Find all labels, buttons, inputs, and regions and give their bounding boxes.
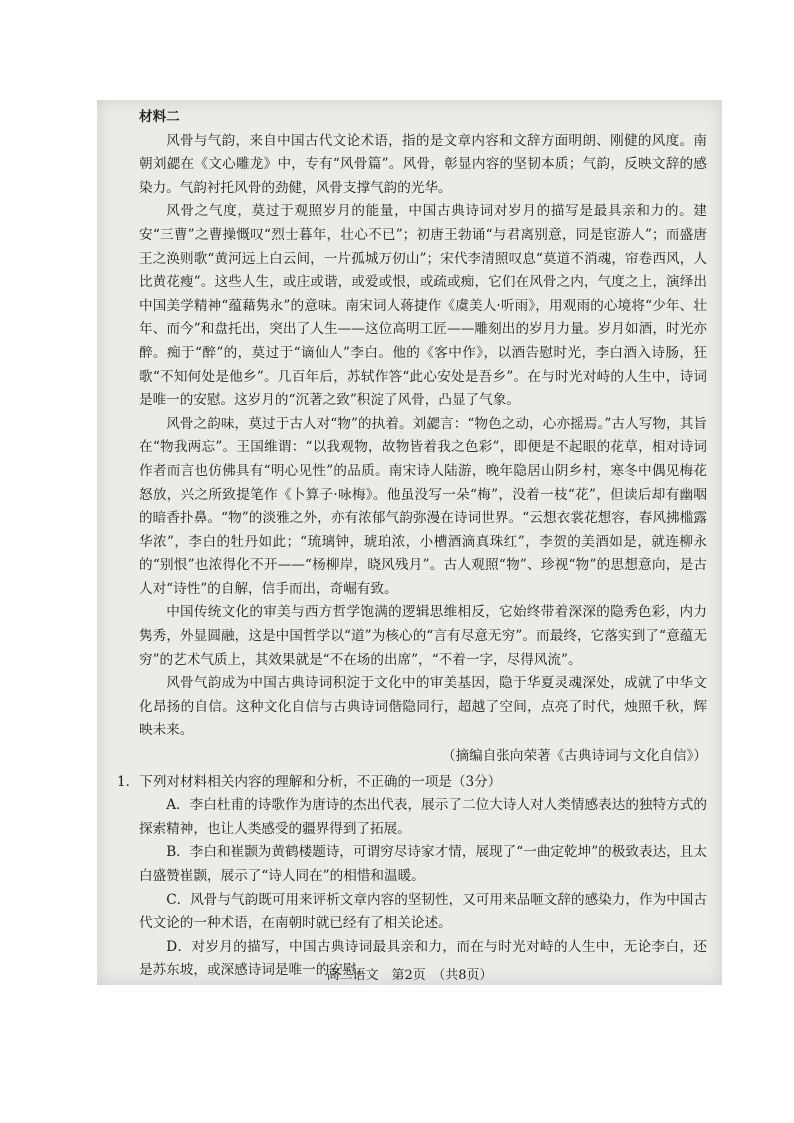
- paragraph-2: 风骨之气度，莫过于观照岁月的能量，中国古典诗词对岁月的描写是最具亲和力的。建安“三曹”之曹操慨叹“烈士暮年，壮心不已”；初唐王勃诵“与君离别意，同是宦游人”；而盛唐王之涣则歌“黄河远上白云间，一片孤城万仞山”；宋代李清照叹息“莫道不消魂，帘卷西风，人比黄花瘦”。这些人生，或庄或谐，或爱或恨，或疏或痴，它们在风骨之内，气度之上，演绎出中国美学精神“蕴藉隽永”的意味。南宋词人蒋捷作《虞美人·听雨》，用观雨的心境将“少年、壮年、而今”和盘托出，突出了人生——这位高明工匠——雕刻出的岁月力量。岁月如酒，时光亦醉。痴于“醉”的，莫过于“谪仙人”李白。他的《客中作》，以酒告慰时光，李白酒入诗肠，狂歌“不知何处是他乡”。几百年后，苏轼作答“此心安处是吾乡”。在与时光对峙的人生中，诗词是唯一的安慰。这岁月的“沉著之致”积淀了风骨，凸显了气象。: [139, 203, 707, 409]
- question-stem: 1．下列对材料相关内容的理解和分析，不正确的一项是（3分）: [117, 773, 502, 790]
- page-footer: 高二语文 第2页 （共8页）: [326, 968, 493, 983]
- paragraph-5: 风骨气韵成为中国古典诗词积淀于文化中的审美基因，隐于华夏灵魂深处，成就了中华文化昂扬的自信。这种文化自信与古典诗词偕隐同行，超越了空间，点亮了时代，烛照千秋，辉映未来。: [139, 675, 707, 739]
- page-content: [117, 106, 707, 983]
- option-c: C．风骨与气韵既可用来评析文章内容的坚韧性，又可用来品咂文辞的感染力，作为中国古代文论的一种术语，在南朝时就已经有了相关论述。: [139, 891, 707, 932]
- source-citation: （摘编自张向荣著《古典诗词与文化自信》）: [441, 748, 707, 765]
- option-a: A．李白杜甫的诗歌作为唐诗的杰出代表，展示了二位大诗人对人类情感表达的独特方式的探索精神，也让人类感受的疆界得到了拓展。: [139, 797, 707, 837]
- paragraph-3: 风骨之韵味，莫过于古人对“物”的执着。刘勰言：“物色之动，心亦摇焉。”古人写物，其旨在“物我两忘”。王国维谓：“以我观物，故物皆着我之色彩”，即便是不起眼的花草，相对诗词作者而言也仿佛具有“明心见性”的品质。南宋诗人陆游，晚年隐居山阴乡村，寒冬中偶见梅花怒放，兴之所致提笔作《卜算子·咏梅》。他虽没写一朵“梅”，没着一枝“花”，但读后却有幽咽的暗香扑鼻。“物”的淡雅之外，亦有浓郁气韵弥漫在诗词世界。“云想衣裳花想容，春风拂槛露华浓”，李白的牡丹如此；“琉璃钟，琥珀浓，小槽酒滴真珠红”，李贺的美酒如是，就连柳永的“别恨”也浓得化不开——“杨柳岸，晓风残月”。古人观照“物”、珍视“物”的思想意向，是古人对“诗性”的自解，信手而出，奇崛有致。: [139, 415, 707, 597]
- option-b: B．李白和崔颢为黄鹤楼题诗，可谓穷尽诗家才情，展现了“一曲定乾坤”的极致表达，且太白盛赞崔颢，展示了“诗人同在”的相惜和温暖。: [139, 844, 707, 884]
- section-title: 材料二: [139, 109, 180, 125]
- exam-page: [97, 100, 722, 985]
- paragraph-4: 中国传统文化的审美与西方哲学饱满的逻辑思维相反，它始终带着深深的隐秀色彩，内力隽秀，外显圆融，这是中国哲学以“道”为核心的“言有尽意无穷”。而最终，它落实到了“意蕴无穷”的艺术气质上，其效果就是“不在场的出席”，“不着一字，尽得风流”。: [139, 604, 707, 668]
- paragraph-1: 风骨与气韵，来自中国古代文论术语，指的是文章内容和文辞方面明朗、刚健的风度。南朝刘勰在《文心雕龙》中，专有“风骨篇”。风骨，彰显内容的坚韧本质；气韵，反映文辞的感染力。气韵衬托风骨的劲健，风骨支撑气韵的光华。: [139, 132, 707, 196]
- option-d: D．对岁月的描写，中国古典诗词最具亲和力，而在与时光对峙的人生中，无论李白，还是苏东坡，或深感诗词是唯一的安慰。: [139, 938, 707, 979]
